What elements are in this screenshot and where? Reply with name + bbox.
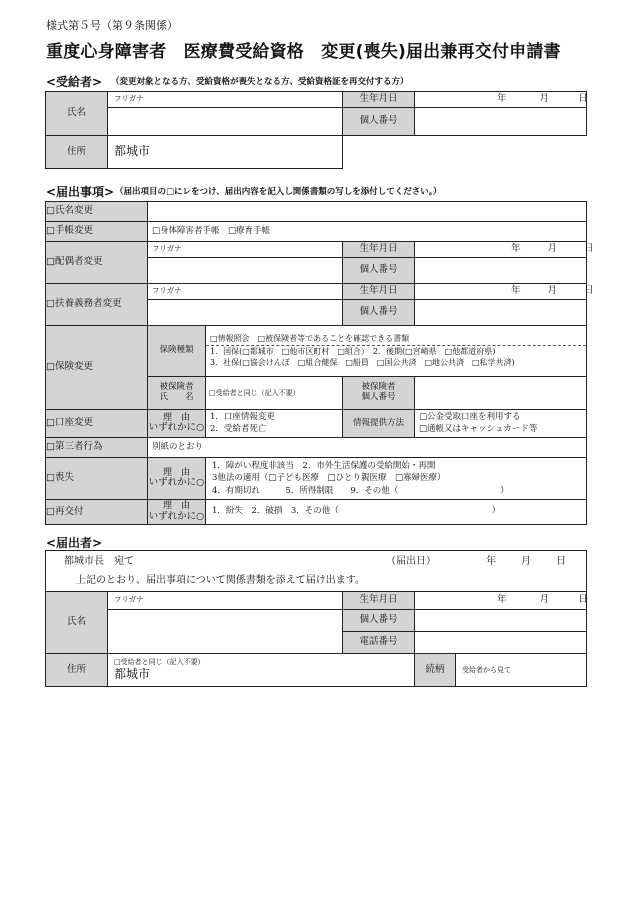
account-reason-options[interactable]: 1．口座情報変更 2．受給者死亡 xyxy=(206,410,343,438)
name-change-field[interactable] xyxy=(148,202,587,222)
notebook-options[interactable]: □身体障害者手帳 □療育手帳 xyxy=(148,222,587,242)
insured-id-label: 被保険者 個人番号 xyxy=(343,377,415,410)
spouse-furigana-field[interactable] xyxy=(148,242,343,258)
dependent-dob-field[interactable] xyxy=(415,284,594,300)
account-reason-label: 理 由 いずれかに○ xyxy=(148,410,206,438)
reissue-checkbox[interactable]: □再交付 xyxy=(46,500,148,525)
info-method-label: 情報提供方法 xyxy=(343,410,415,438)
name-change-checkbox[interactable]: □氏名変更 xyxy=(46,202,148,222)
insurance-change-checkbox[interactable]: □保険変更 xyxy=(46,326,148,410)
applicant-heading: <届出者> xyxy=(46,536,103,550)
recipient-furigana-field[interactable] xyxy=(108,92,343,108)
applicant-address-label: 住所 xyxy=(46,654,108,687)
month-label: 月 xyxy=(539,594,550,606)
applicant-address-field[interactable] xyxy=(108,654,415,687)
applicant-dob-field[interactable] xyxy=(415,592,587,610)
month-label: 月 xyxy=(521,556,531,567)
page-title: 重度心身障害者 医療費受給資格 変更(喪失)届出兼再交付申請書 xyxy=(46,42,561,62)
furigana-label: フリガナ xyxy=(152,286,182,296)
declaration-statement: 上記のとおり、届出事項について関係書類を添えて届け出ます。 xyxy=(76,575,365,586)
same-as-recipient-checkbox[interactable]: □受給者と同じ（記入不要） xyxy=(209,388,300,397)
day-label: 日 xyxy=(584,285,594,297)
recipient-name-label: 氏名 xyxy=(46,92,108,136)
third-party-value: 別紙のとおり xyxy=(148,438,587,458)
dependent-change-checkbox[interactable]: □扶養義務者変更 xyxy=(46,284,148,326)
insurance-type-label: 保険種類 xyxy=(148,326,206,377)
reissue-reason-label: 理 由 いずれかに○ xyxy=(148,500,206,525)
recipient-id-label: 個人番号 xyxy=(343,108,415,136)
spouse-dob-label: 生年月日 xyxy=(343,242,415,258)
applicant-name-label: 氏名 xyxy=(46,592,108,654)
year-label: 年 xyxy=(486,556,496,567)
items-table xyxy=(45,201,594,525)
addressee: 都城市長 宛て xyxy=(64,556,134,567)
day-label: 日 xyxy=(578,93,588,105)
insurance-option-line[interactable]: 3．社保(□協会けんぽ □組合健保 □船員 □国公共済 □地公共済 □私学共済) xyxy=(210,358,515,368)
month-label: 月 xyxy=(539,93,550,105)
loss-checkbox[interactable]: □喪失 xyxy=(46,458,148,500)
recipient-dob-label: 生年月日 xyxy=(343,92,415,108)
recipient-heading: <受給者> xyxy=(46,75,103,89)
furigana-label: フリガナ xyxy=(152,244,182,254)
day-label: 日 xyxy=(584,243,594,255)
reissue-reason-options[interactable]: 1．紛失 2．破損 3．その他（ ） xyxy=(206,500,587,525)
furigana-label: フリガナ xyxy=(114,94,144,104)
blank-cell xyxy=(343,136,587,169)
year-label: 年 xyxy=(511,243,521,255)
applicant-statement-box xyxy=(45,550,587,591)
relation-note: 受給者から見て xyxy=(462,665,511,674)
applicant-phone-label: 電話番号 xyxy=(343,632,415,654)
applicant-dob-label: 生年月日 xyxy=(343,592,415,610)
spouse-name-field[interactable] xyxy=(148,258,343,284)
insured-id-field[interactable] xyxy=(415,377,587,410)
spouse-dob-field[interactable] xyxy=(415,242,594,258)
spouse-id-field[interactable] xyxy=(415,258,587,284)
dependent-id-field[interactable] xyxy=(415,300,587,326)
applicant-furigana-field[interactable] xyxy=(108,592,343,610)
items-heading: <届出事項> xyxy=(46,185,115,199)
relation-label: 続柄 xyxy=(415,654,456,687)
relation-field[interactable] xyxy=(456,654,587,687)
items-note: （届出項目の□にレをつけ、届出内容を記入し関係書類の写しを添付してください。） xyxy=(115,187,442,197)
account-change-checkbox[interactable]: □口座変更 xyxy=(46,410,148,438)
applicant-address-value: 都城市 xyxy=(114,666,151,681)
day-label: 日 xyxy=(578,594,588,606)
furigana-label: フリガナ xyxy=(114,595,144,605)
loss-reason-options[interactable]: 1．障がい程度非該当 2．市外生活保護の受給開始・再開 3他法の適用（□子ども医療 □ひとり親医療 □寡婦医療） 4．有期切れ 5．所得制限 9．その他（ ） xyxy=(206,458,587,500)
spouse-change-checkbox[interactable]: □配偶者変更 xyxy=(46,242,148,284)
applicant-table xyxy=(45,591,587,687)
spouse-id-label: 個人番号 xyxy=(343,258,415,284)
applicant-id-field[interactable] xyxy=(415,610,587,632)
dependent-name-field[interactable] xyxy=(148,300,343,326)
insurance-type-options[interactable] xyxy=(206,326,587,377)
notebook-change-checkbox[interactable]: □手帳変更 xyxy=(46,222,148,242)
year-label: 年 xyxy=(511,285,521,297)
same-as-recipient-checkbox[interactable]: □受給者と同じ（記入不要） xyxy=(114,657,205,666)
applicant-id-label: 個人番号 xyxy=(343,610,415,632)
insurance-option-line[interactable]: □情報照会 □被保険者等であることを確認できる書類 xyxy=(210,334,410,344)
third-party-checkbox[interactable]: □第三者行為 xyxy=(46,438,148,458)
dependent-dob-label: 生年月日 xyxy=(343,284,415,300)
dependent-furigana-field[interactable] xyxy=(148,284,343,300)
recipient-name-field[interactable] xyxy=(108,108,343,136)
recipient-address-field[interactable]: 都城市 xyxy=(108,136,343,169)
insurance-option-line[interactable]: 1．国保(□都城市 □他市区町村 □組合） 2．後期(□宮崎県 □他都道府県) xyxy=(206,345,586,358)
info-method-options[interactable]: □公金受取口座を利用する □通帳又はキャッシュカード等 xyxy=(415,410,587,438)
month-label: 月 xyxy=(547,243,558,255)
recipient-dob-field[interactable] xyxy=(415,92,587,108)
applicant-name-field[interactable] xyxy=(108,610,343,654)
recipient-id-field[interactable] xyxy=(415,108,587,136)
month-label: 月 xyxy=(547,285,558,297)
dependent-id-label: 個人番号 xyxy=(343,300,415,326)
recipient-address-label: 住所 xyxy=(46,136,108,169)
insured-name-field[interactable] xyxy=(206,377,343,410)
year-label: 年 xyxy=(497,594,507,606)
form-number: 様式第５号（第９条関係） xyxy=(46,19,178,32)
applicant-phone-field[interactable] xyxy=(415,632,587,654)
year-label: 年 xyxy=(497,93,507,105)
submission-date-label: （届出日） xyxy=(386,556,436,567)
day-label: 日 xyxy=(556,556,566,567)
loss-reason-label: 理 由 いずれかに○ xyxy=(148,458,206,500)
insured-name-label: 被保険者 氏 名 xyxy=(148,377,206,410)
recipient-note: （変更対象となる方、受給資格が喪失となる方、受給資格証を再交付する方） xyxy=(111,77,409,87)
recipient-table xyxy=(45,91,587,169)
